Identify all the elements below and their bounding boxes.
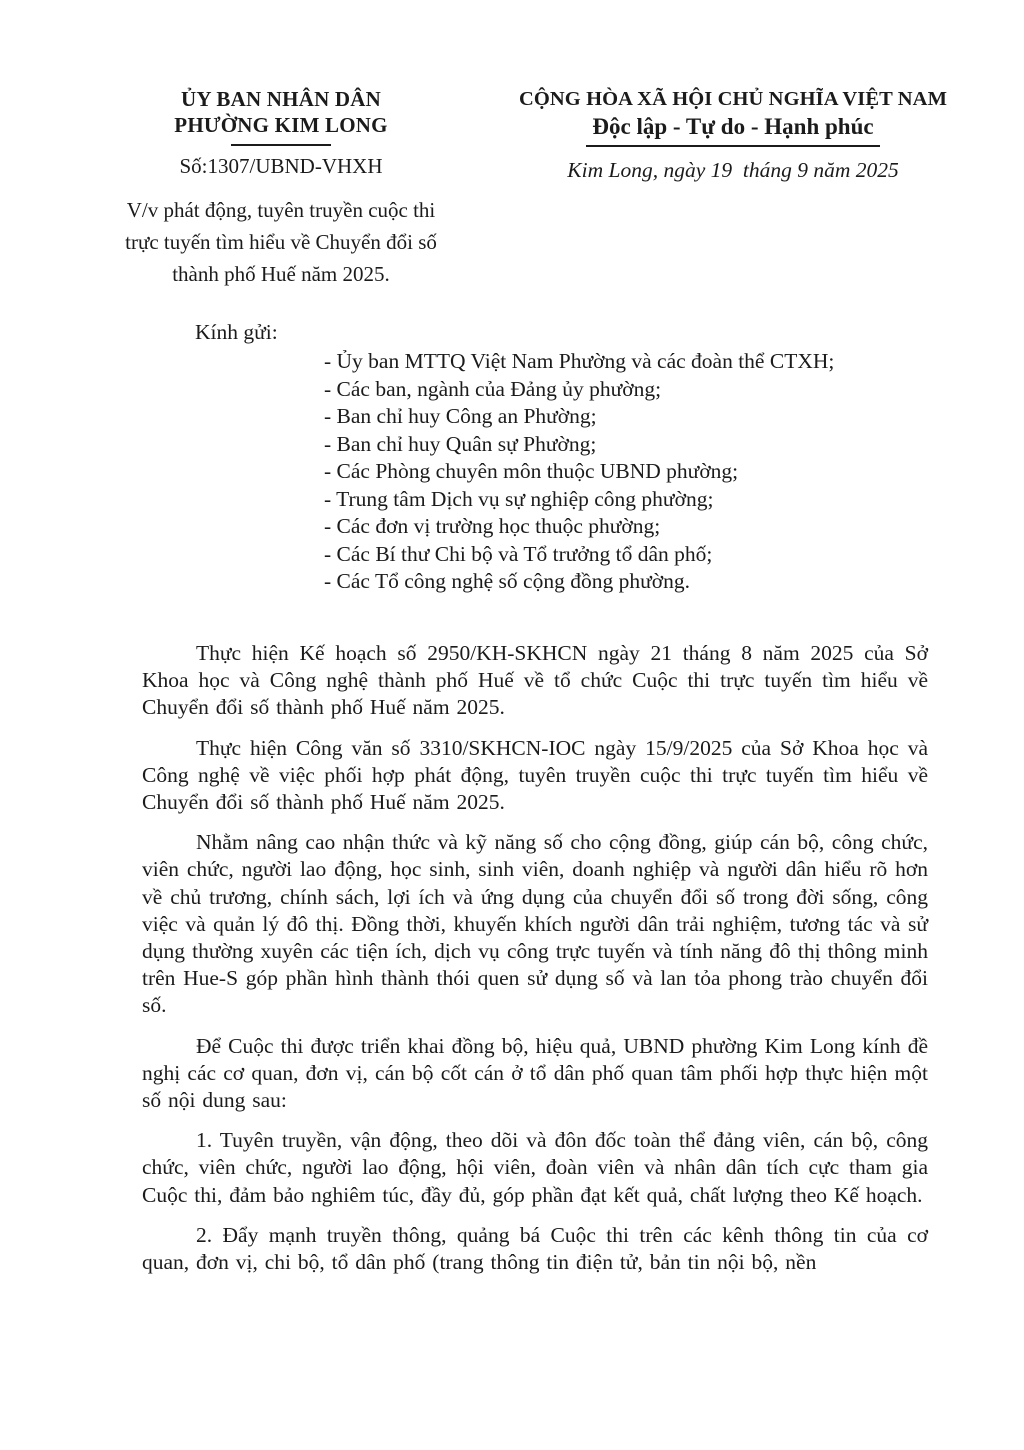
subject-line-3: thành phố Huế năm 2025. bbox=[172, 262, 390, 286]
document-body bbox=[142, 640, 928, 1289]
salutation-block bbox=[142, 318, 926, 596]
country-name: CỘNG HÒA XÃ HỘI CHỦ NGHĨA VIỆT NAM bbox=[518, 88, 948, 110]
recipient-item: - Ban chỉ huy Công an Phường; bbox=[324, 404, 597, 428]
body-paragraph: Thực hiện Kế hoạch số 2950/KH-SKHCN ngày 21 tháng 8 năm 2025 của Sở Khoa học và Công nghệ thành phố Huế về tổ chức Cuộc thi trực tuyến tìm hiểu về Chuyển đổi số thành phố Huế năm 2025. bbox=[142, 641, 928, 720]
body-paragraph: Nhằm nâng cao nhận thức và kỹ năng số cho cộng đồng, giúp cán bộ, công chức, viên chức, người lao động, học sinh, sinh viên, doanh nghiệp và người dân hiểu rõ hơn về chủ trương, chính sách, lợi ích và ứng dụng của chuyển đổi số trong đời sống, công việc và quản lý đô thị. Đồng thời, khuyến khích người dân trải nghiệm, tương tác và sử dụng thường xuyên các tiện ích, dịch vụ công trực tuyến và tính năng đô thị thông minh trên Hue-S góp phần hình thành thói quen sử dụng số và lan tỏa phong trào chuyển đổi số. bbox=[142, 830, 928, 1018]
recipient-item: - Trung tâm Dịch vụ sự nghiệp công phường; bbox=[324, 486, 714, 511]
body-paragraph: Thực hiện Công văn số 3310/SKHCN-IOC ngày 15/9/2025 của Sở Khoa học và Công nghệ về việc phối hợp phát động, tuyên truyền cuộc thi trực tuyến tìm hiểu về Chuyển đổi số thành phố Huế năm 2025. bbox=[142, 735, 928, 815]
salutation-label: Kính gửi: bbox=[195, 320, 278, 344]
body-paragraph: Để Cuộc thi được triển khai đồng bộ, hiệu quả, UBND phường Kim Long kính đề nghị các cơ quan, đơn vị, cán bộ cốt cán ở tổ dân phố quan tâm phối hợp thực hiện một số nội dung sau: bbox=[142, 1033, 928, 1113]
issuing-authority-block bbox=[85, 86, 477, 290]
authority-name-line1: ỦY BAN NHÂN DÂN bbox=[181, 87, 381, 111]
body-paragraph: 1. Tuyên truyền, vận động, theo dõi và đôn đốc toàn thể đảng viên, cán bộ, công chức, viên chức, người lao động, hội viên, đoàn viên và nhân dân tích cực tham gia Cuộc thi, đảm bảo nghiêm túc, đầy đủ, góp phần đạt kết quả, chất lượng theo Kế hoạch. bbox=[142, 1128, 928, 1207]
recipient-item: - Các Phòng chuyên môn thuộc UBND phường; bbox=[324, 459, 739, 483]
recipient-item: - Các Bí thư Chi bộ và Tổ trưởng tổ dân phố; bbox=[324, 541, 713, 566]
document-number: Số:1307/UBND-VHXH bbox=[179, 154, 383, 178]
body-paragraph: 2. Đẩy mạnh truyền thông, quảng bá Cuộc thi trên các kênh thông tin của cơ quan, đơn vị, chi bộ, tổ dân phố (trang thông tin điện tử, bản tin nội bộ, nền bbox=[142, 1222, 928, 1275]
recipient-item: - Các Tổ công nghệ số cộng đồng phường. bbox=[324, 569, 690, 593]
authority-name bbox=[116, 86, 446, 179]
national-motto: Độc lập - Tự do - Hạnh phúc bbox=[586, 113, 879, 147]
place-date-line: Kim Long, ngày 19 tháng 9 năm 2025 bbox=[567, 158, 899, 182]
recipient-list bbox=[324, 348, 926, 596]
national-header-block bbox=[477, 86, 989, 183]
recipient-item: - Các đơn vị trường học thuộc phường; bbox=[324, 514, 661, 538]
recipient-item: - Ủy ban MTTQ Việt Nam Phường và các đoàn thể CTXH; bbox=[324, 349, 835, 373]
document-header bbox=[85, 86, 984, 290]
recipient-item: - Ban chỉ huy Quân sự Phường; bbox=[324, 431, 597, 456]
authority-underline bbox=[231, 144, 331, 146]
document-subject bbox=[85, 194, 477, 290]
subject-line-1: V/v phát động, tuyên truyền cuộc thi bbox=[126, 198, 436, 222]
authority-name-line2: PHƯỜNG KIM LONG bbox=[174, 113, 388, 137]
recipient-item: - Các ban, ngành của Đảng ủy phường; bbox=[324, 376, 662, 401]
subject-line-2: trực tuyến tìm hiểu về Chuyển đổi số bbox=[125, 230, 437, 254]
